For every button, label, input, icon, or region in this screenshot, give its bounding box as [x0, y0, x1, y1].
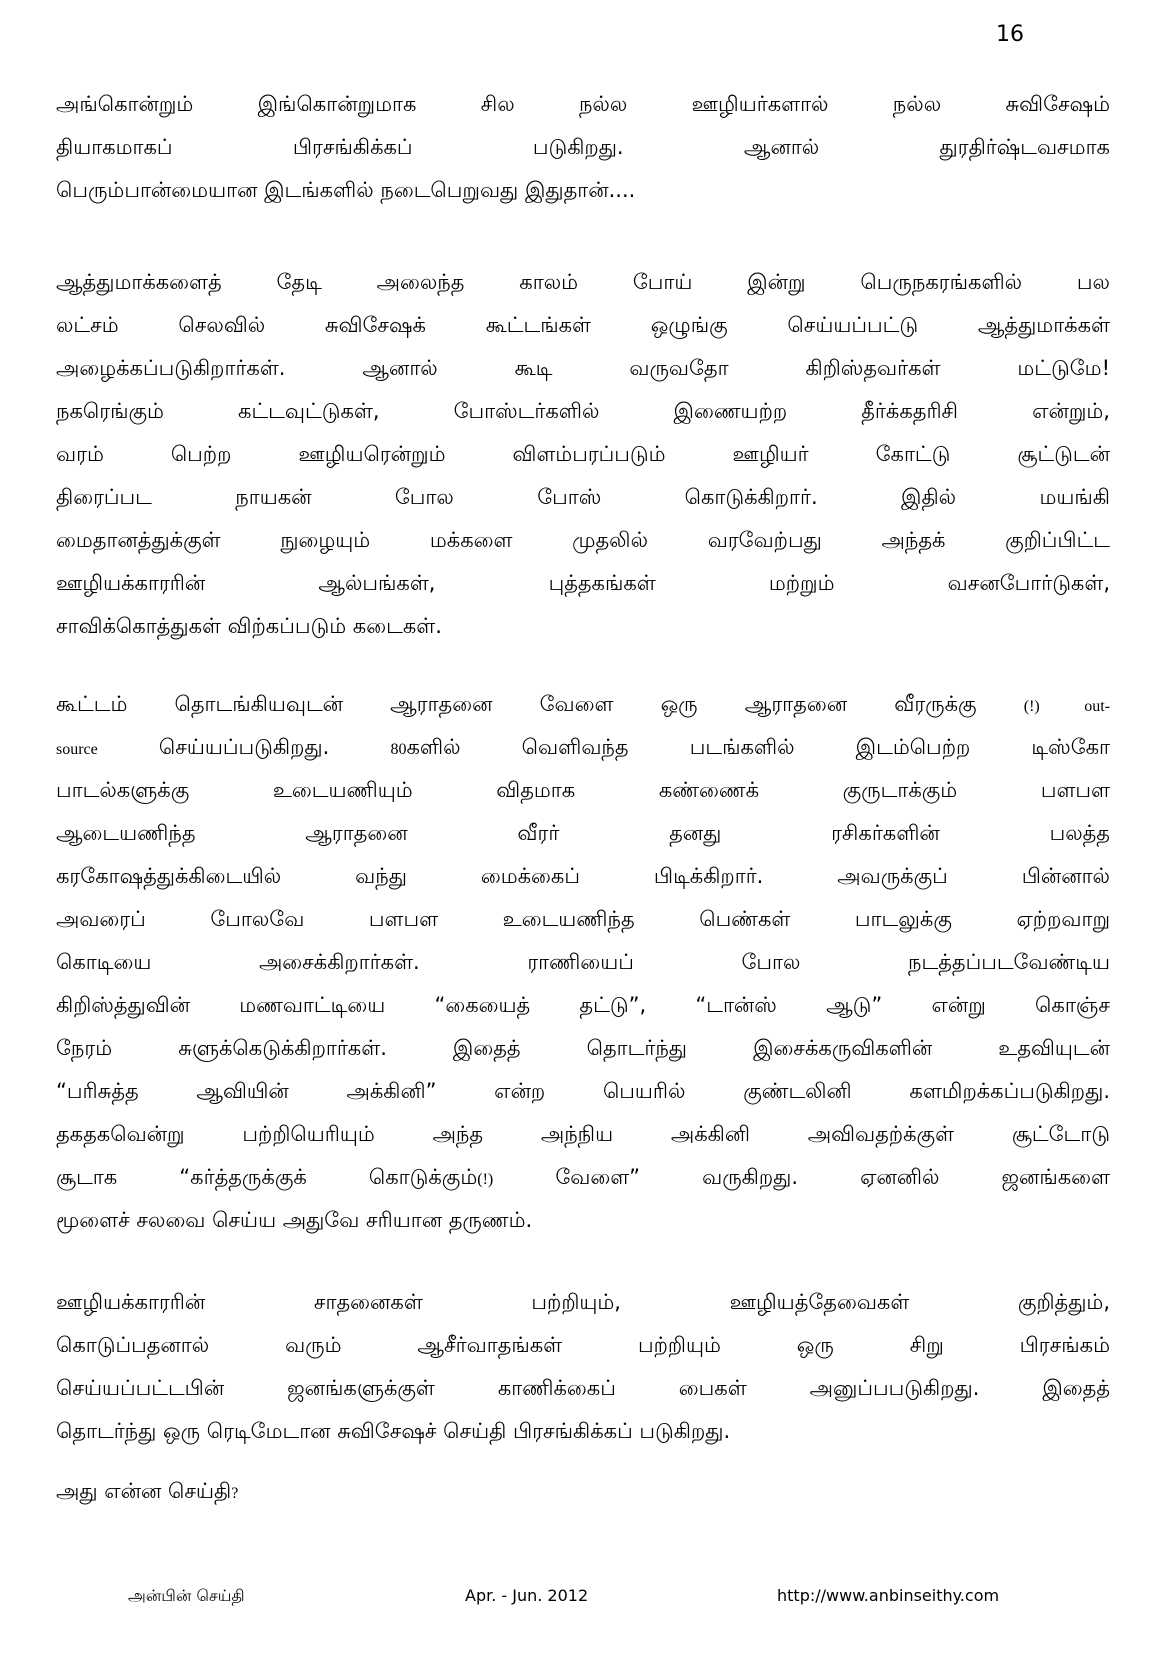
text-line: கிறிஸ்த்துவின் மணவாட்டியை “கையைத் தட்டு”, “டான்ஸ் ஆடு” என்று கொஞ்ச — [56, 993, 1110, 1017]
text-line — [56, 1156, 1110, 1199]
footer-issue-date: Apr. - Jun. 2012 — [465, 1586, 589, 1605]
paragraph-1 — [56, 83, 1110, 212]
question-mark: ? — [231, 1485, 239, 1502]
footer-publication-name: அன்பின் செய்தி — [128, 1586, 245, 1605]
text-line: அவரைப் போலவே பளபள உடையணிந்த பெண்கள் பாடலுக்கு ஏற்றவாறு — [56, 907, 1110, 931]
text-segment: source — [56, 741, 98, 758]
paragraph-4 — [56, 1281, 1110, 1453]
text-line — [56, 683, 1110, 726]
text-segment: 80 — [390, 741, 407, 758]
text-line: மூளைச் சலவை செய்ய அதுவே சரியான தருணம். — [56, 1208, 533, 1232]
text-segment: செய்யப்படுகிறது. — [158, 735, 330, 759]
text-line: பெரும்பான்மையான இடங்களில் நடைபெறுவது இதுதான்.... — [56, 178, 636, 202]
text-line: லட்சம் செலவில் சுவிசேஷக் கூட்டங்கள் ஒழுங்கு செய்யப்பட்டு ஆத்துமாக்கள் — [56, 313, 1110, 337]
text-line: தியாகமாகப் பிரசங்கிக்கப் படுகிறது. ஆனால் துரதிர்ஷ்டவசமாக — [56, 135, 1110, 159]
text-line: தகதகவென்று பற்றியெரியும் அந்த அந்நிய அக்கினி அவிவதற்க்குள் சூட்டோடு — [56, 1122, 1110, 1146]
text-line: கொடுப்பதனால் வரும் ஆசீர்வாதங்கள் பற்றியும் ஒரு சிறு பிரசங்கம் — [56, 1333, 1110, 1357]
text-line: சாவிக்கொத்துகள் விற்கப்படும் கடைகள். — [56, 614, 442, 638]
text-line: தொடர்ந்து ஒரு ரெடிமேடான சுவிசேஷச் செய்தி பிரசங்கிக்கப் படுகிறது. — [56, 1419, 731, 1443]
text-line: ஊழியக்காரரின் ஆல்பங்கள், புத்தகங்கள் மற்றும் வசனபோர்டுகள், — [56, 571, 1110, 595]
page-number: 16 — [996, 22, 1024, 47]
closing-question — [56, 1470, 1110, 1513]
text-line: அழைக்கப்படுகிறார்கள். ஆனால் கூடி வருவதோ கிறிஸ்தவர்கள் மட்டுமே! — [56, 356, 1110, 380]
text-line: திரைப்பட நாயகன் போல போஸ் கொடுக்கிறார். இதில் மயங்கி — [56, 485, 1110, 509]
text-line: நேரம் சுளுக்கெடுக்கிறார்கள். இதைத் தொடர்ந்து இசைக்கருவிகளின் உதவியுடன் — [56, 1036, 1110, 1060]
text-line — [56, 726, 1110, 769]
paragraph-2 — [56, 261, 1110, 648]
text-line: ஆடையணிந்த ஆராதனை வீரர் தனது ரசிகர்களின் பலத்த — [56, 821, 1110, 845]
text-segment: (!) — [477, 1171, 494, 1188]
text-line: செய்யப்பட்டபின் ஜனங்களுக்குள் காணிக்கைப் பைகள் அனுப்பபடுகிறது. இதைத் — [56, 1376, 1110, 1400]
text-segment: களில் வெளிவந்த படங்களில் இடம்பெற்ற டிஸ்கோ — [406, 735, 1110, 759]
text-line: கொடியை அசைக்கிறார்கள். ராணியைப் போல நடத்தப்படவேண்டிய — [56, 950, 1110, 974]
footer-website-link[interactable]: http://www.anbinseithy.com — [777, 1586, 1000, 1605]
text-segment: அது என்ன செய்தி — [56, 1479, 232, 1503]
text-line: வரம் பெற்ற ஊழியரென்றும் விளம்பரப்படும் ஊழியர் கோட்டு சூட்டுடன் — [56, 442, 1110, 466]
text-line: நகரெங்கும் கட்டவுட்டுகள், போஸ்டர்களில் இணையற்ற தீர்க்கதரிசி என்றும், — [56, 399, 1110, 423]
text-segment: வேளை” வருகிறது. ஏனனில் ஜனங்களை — [493, 1165, 1110, 1189]
paragraph-3 — [56, 683, 1110, 1242]
text-line: அங்கொன்றும் இங்கொன்றுமாக சில நல்ல ஊழியர்களால் நல்ல சுவிசேஷம் — [56, 92, 1110, 116]
text-line: ஊழியக்காரரின் சாதனைகள் பற்றியும், ஊழியத்தேவைகள் குறித்தும், — [56, 1290, 1110, 1314]
text-segment: கூட்டம் தொடங்கியவுடன் ஆராதனை வேளை ஒரு ஆராதனை வீரருக்கு — [56, 692, 977, 716]
text-line: பாடல்களுக்கு உடையணியும் விதமாக கண்ணைக் குருடாக்கும் பளபள — [56, 778, 1110, 802]
text-line — [56, 1470, 1110, 1513]
text-line: மைதானத்துக்குள் நுழையும் மக்களை முதலில் வரவேற்பது அந்தக் குறிப்பிட்ட — [56, 528, 1110, 552]
text-line: ஆத்துமாக்களைத் தேடி அலைந்த காலம் போய் இன்று பெருநகரங்களில் பல — [56, 270, 1110, 294]
text-segment: சூடாக “கர்த்தருக்குக் கொடுக்கும் — [56, 1165, 478, 1189]
text-segment: (!) out- — [1023, 698, 1110, 715]
text-line: “பரிசுத்த ஆவியின் அக்கினி” என்ற பெயரில் குண்டலினி களமிறக்கப்படுகிறது. — [56, 1079, 1110, 1103]
text-line: கரகோஷத்துக்கிடையில் வந்து மைக்கைப் பிடிக்கிறார். அவருக்குப் பின்னால் — [56, 864, 1110, 888]
